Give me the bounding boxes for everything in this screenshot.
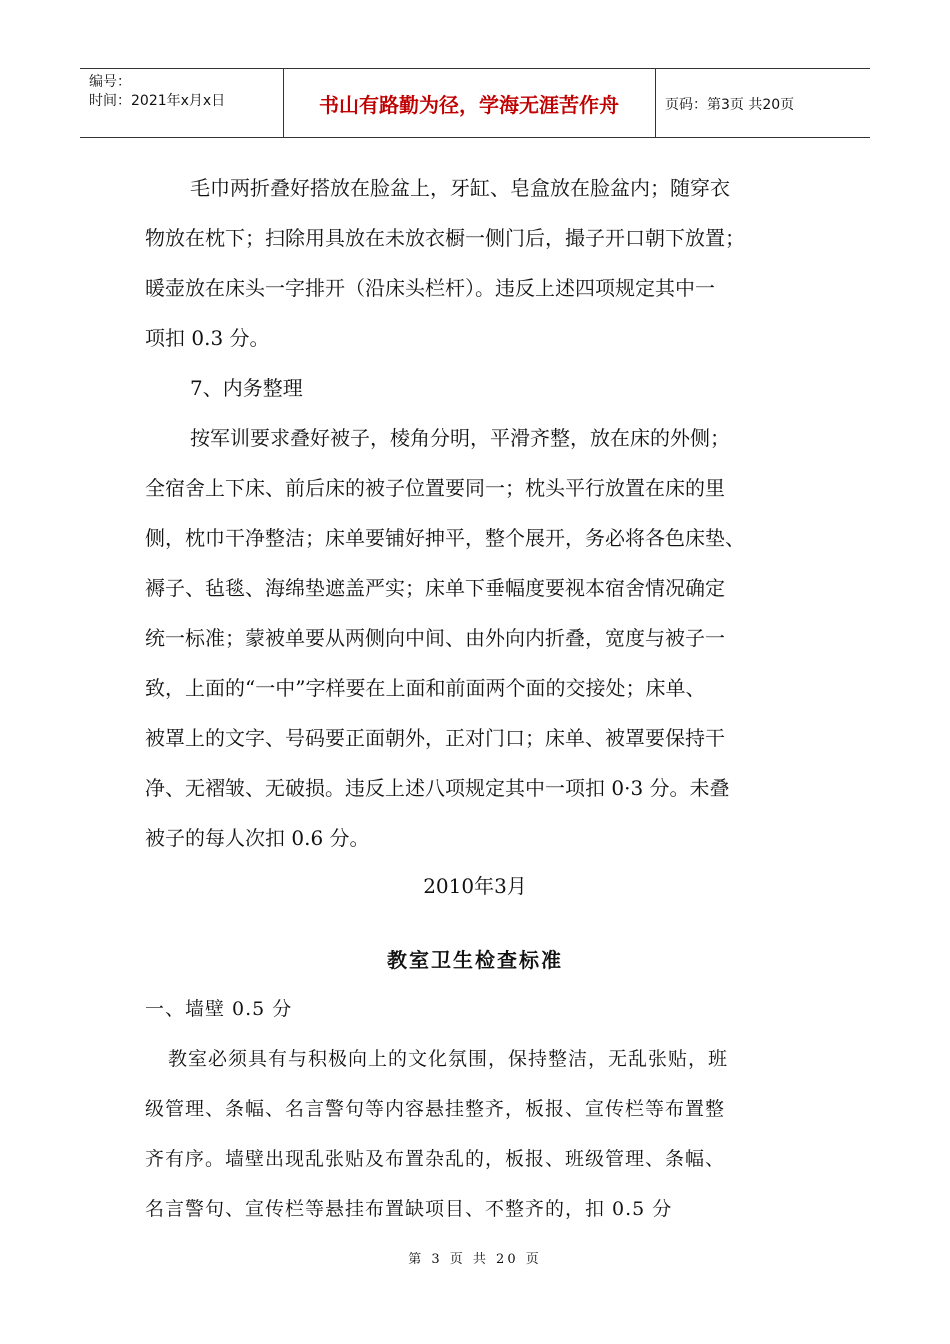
text-line: 侧，枕巾干净整洁；床单要铺好抻平，整个展开，务必将各色床垫、 <box>145 526 745 550</box>
page-footer: 第 3 页 共 20 页 <box>408 1252 542 1267</box>
text-line: 暖壶放在床头一字排开（沿床头栏杆）。违反上述四项规定其中一 <box>145 276 715 300</box>
section-heading: 7、内务整理 <box>190 376 303 400</box>
text-line: 全宿舍上下床、前后床的被子位置要同一；枕头平行放置在床的里 <box>145 476 725 500</box>
text-line: 物放在枕下；扫除用具放在未放衣橱一侧门后，撮子开口朝下放置； <box>145 226 745 250</box>
text-line: 级管理、条幅、名言警句等内容悬挂整齐，板报、宣传栏等布置整 <box>145 1098 726 1120</box>
text-line: 齐有序。墙壁出现乱张贴及布置杂乱的，板报、班级管理、条幅、 <box>145 1148 726 1170</box>
section-heading: 一、墙壁 0.5 分 <box>145 998 293 1020</box>
text-line: 毛巾两折叠好搭放在脸盆上，牙缸、皂盒放在脸盆内；随穿衣 <box>190 176 730 200</box>
number-label: 编号： <box>89 74 131 90</box>
text-line: 褥子、毡毯、海绵垫遮盖严实；床单下垂幅度要视本宿舍情况确定 <box>145 576 725 600</box>
document-title: 教室卫生检查标准 <box>387 948 563 972</box>
document-date: 2010年3月 <box>423 874 527 898</box>
header-divider <box>655 69 656 137</box>
text-line: 净、无褶皱、无破损。违反上述八项规定其中一项扣 0·3 分。未叠 <box>145 776 730 800</box>
text-line: 被罩上的文字、号码要正面朝外，正对门口；床单、被罩要保持干 <box>145 726 725 750</box>
text-line: 教室必须具有与积极向上的文化氛围，保持整洁，无乱张贴，班 <box>168 1048 729 1070</box>
text-line: 统一标准；蒙被单要从两侧向中间、由外向内折叠，宽度与被子一 <box>145 626 725 650</box>
time-label: 时间：2021年x月x日 <box>89 93 226 109</box>
header-meta <box>89 73 225 111</box>
page-header <box>80 68 870 138</box>
text-line: 名言警句、宣传栏等悬挂布置缺项目、不整齐的，扣 0.5 分 <box>145 1198 673 1220</box>
text-line: 致，上面的“一中”字样要在上面和前面两个面的交接处；床单、 <box>145 676 706 700</box>
header-page-info: 页码：第3页 共20页 <box>665 97 795 113</box>
header-motto: 书山有路勤为径，学海无涯苦作舟 <box>319 93 619 117</box>
text-line: 被子的每人次扣 0.6 分。 <box>145 826 370 850</box>
text-line: 项扣 0.3 分。 <box>145 326 270 350</box>
text-line: 按军训要求叠好被子，棱角分明，平滑齐整，放在床的外侧； <box>190 426 730 450</box>
